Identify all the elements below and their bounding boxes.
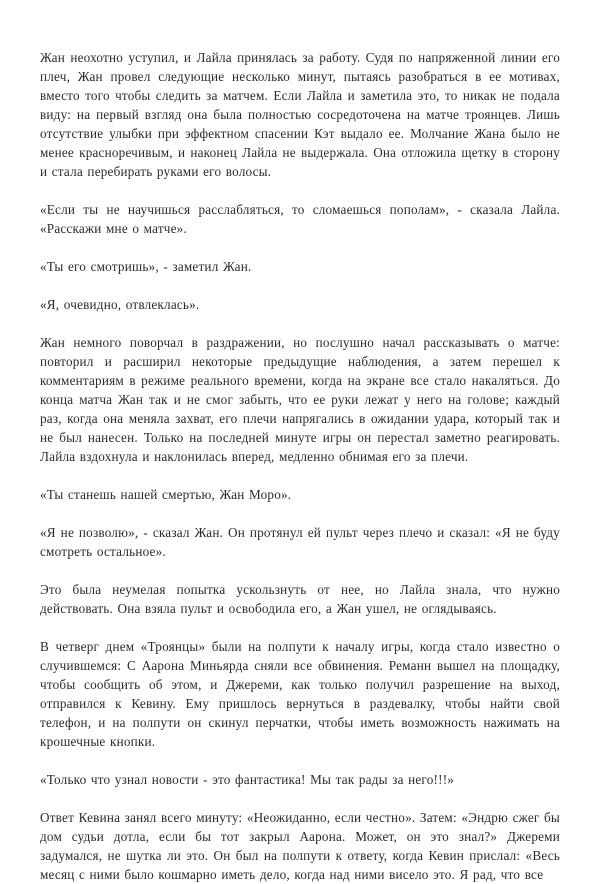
paragraph: «Я, очевидно, отвлеклась». xyxy=(40,297,200,312)
paragraph: «Я не позволю», - сказал Жан. Он протянул ей пульт через плечо и сказал: «Я не буду смотреть остальное». xyxy=(40,525,560,559)
paragraph: Ответ Кевина занял всего минуту: «Неожиданно, если честно». Затем: «Эндрю сжег бы дом судьи дотла, если бы тот закрыл Аарона. Может, он это знал?» Джереми задумался, не шутка ли это. Он был на полпути к ответу, когда Кевин прислал: «Весь месяц с ними было кошмарно иметь дело, когда над ними висело это. Я рад, что все xyxy=(40,810,560,882)
paragraph: Это была неумелая попытка ускользнуть от нее, но Лайла знала, что нужно действовать. Она взяла пульт и освободила его, а Жан ушел, не оглядываясь. xyxy=(40,582,560,616)
paragraph: Жан немного поворчал в раздражении, но послушно начал рассказывать о матче: повторил и расширил некоторые предыдущие наблюдения, а затем перешел к комментариям в режиме реального времени, когда на экране все стало накаляться. До конца матча Жан так и не смог забыть, что ее руки лежат у него на голове; каждый раз, когда она меняла захват, его плечи напрягались в ожидании удара, который так и не был нанесен. Только на последней минуте игры он перестал заметно реагировать. Лайла вздохнула и наклонилась вперед, медленно обнимая его за плечи. xyxy=(40,335,560,464)
paragraph: «Ты станешь нашей смертью, Жан Моро». xyxy=(40,487,292,502)
paragraph: «Только что узнал новости - это фантастика! Мы так рады за него!!!» xyxy=(40,772,455,787)
paragraph: «Ты его смотришь», - заметил Жан. xyxy=(40,259,252,274)
paragraph: В четверг днем «Троянцы» были на полпути к началу игры, когда стало известно о случившемся: С Аарона Миньярда сняли все обвинения. Реманн вышел на площадку, чтобы сообщить об этом, и Джереми, как только получил разрешение на выход, отправился к Кевину. Ему пришлось вернуться в раздевалку, чтобы найти свой телефон, и на полпути он скинул перчатки, чтобы иметь возможность нажимать на крошечные кнопки. xyxy=(40,639,560,749)
paragraph: Жан неохотно уступил, и Лайла принялась за работу. Судя по напряженной линии его плеч, Жан провел следующие несколько минут, пытаясь разобраться в ее мотивах, вместо того чтобы следить за матчем. Если Лайла и заметила это, то никак не подала виду: на первый взгляд она была полностью сосредоточена на матче троянцев. Лишь отсутствие улыбки при эффектном спасении Кэт выдало ее. Молчание Жана было не менее красноречивым, и наконец Лайла не выдержала. Она отложила щетку в сторону и стала перебирать руками его волосы. xyxy=(40,50,560,179)
paragraph: «Если ты не научишься расслабляться, то сломаешься пополам», - сказала Лайла. «Расскажи мне о матче». xyxy=(40,202,560,236)
